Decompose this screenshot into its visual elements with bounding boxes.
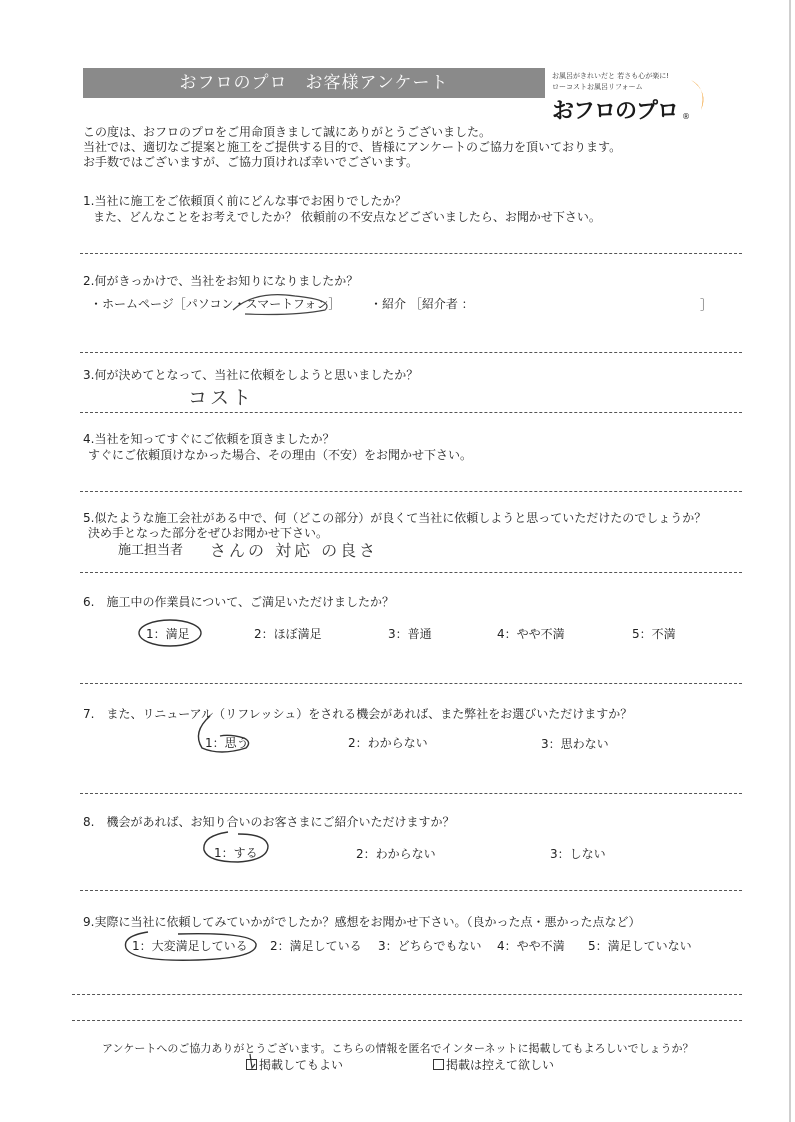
publish-ng-checkbox[interactable] <box>433 1059 444 1070</box>
q9-question: 9.実際に当社に依頼してみていかがでしたか？感想をお聞かせ下さい。（良かった点・悪かった点など） <box>83 915 641 929</box>
q6-option-5[interactable]: 5：不満 <box>632 627 676 641</box>
q3-answer-line <box>80 412 742 413</box>
q9-answer-line-1 <box>72 994 742 995</box>
q9-option-4[interactable]: 4：やや不満 <box>497 939 565 953</box>
q1-line-1: 1.当社に施工をご依頼頂く前にどんな事でお困りでしたか？ <box>83 194 407 208</box>
survey-title: おフロのプロ お客様アンケート <box>83 68 545 98</box>
q5-answer-prefix: 施工担当者 <box>118 543 184 558</box>
publish-ng-label: 掲載は控えて欲しい <box>446 1058 555 1072</box>
q1-answer-line <box>80 253 742 254</box>
q4-answer-line <box>80 491 742 492</box>
q7-option-3[interactable]: 3：思わない <box>541 737 609 751</box>
q2-bracket-close: ］ <box>700 298 713 312</box>
q8-option-1[interactable]: 1：する <box>214 846 258 860</box>
q9-selection-circle-mark <box>118 926 268 966</box>
q2-smartphone-circle-mark <box>225 288 335 318</box>
footer-option-publish-ng[interactable] <box>433 1057 554 1073</box>
q2-question: 2.何がきっかけで、当社をお知りになりましたか？ <box>83 274 359 288</box>
logo-tagline-1: お風呂がきれいだと 若さも心が楽に! <box>552 72 670 80</box>
q2-option-introduction: ・紹介 ［紹介者 ： <box>370 297 474 311</box>
q8-divider-line <box>80 890 742 891</box>
intro-line-2: 当社では、適切なご提案と施工をご提供する目的で、皆様にアンケートのご協力を頂いております。 <box>83 140 622 154</box>
q6-option-2[interactable]: 2：ほぼ満足 <box>254 627 322 641</box>
q9-answer-line-2 <box>72 1020 742 1021</box>
q9-option-5[interactable]: 5：満足していない <box>588 939 692 953</box>
company-logo <box>552 70 712 130</box>
q3-question: 3.何が決めてとなって、当社に依頼をしようと思いましたか？ <box>83 368 419 382</box>
q5-handwritten-answer: さんの 対応 の良さ <box>210 541 379 560</box>
q3-handwritten-answer: コスト <box>188 387 255 409</box>
q7-option-2[interactable]: 2：わからない <box>348 736 428 750</box>
q5-answer-line <box>80 572 742 573</box>
q7-selection-circle-mark <box>190 712 260 757</box>
intro-line-3: お手数ではございますが、ご協力頂ければ幸いでございます。 <box>83 155 419 169</box>
footer-question: アンケートへのご協力ありがとうございます。こちらの情報を匿名でインターネットに掲載してもよろしいでしょうか？ <box>102 1042 694 1055</box>
logo-accent-icon <box>689 78 709 112</box>
publish-ok-check-mark <box>246 1052 260 1072</box>
q7-option-1[interactable]: 1：思う <box>205 736 249 750</box>
intro-line-1: この度は、おフロのプロをご用命頂きまして誠にありがとうございました。 <box>83 125 492 139</box>
q6-divider-line <box>80 683 742 684</box>
logo-name: おフロのプロ <box>552 99 679 124</box>
publish-ok-label: 掲載してもよい <box>259 1058 344 1072</box>
page-edge <box>789 0 791 1122</box>
q1-line-2: また、どんなことをお考えでしたか？ 依頼前の不安点などございましたら、お聞かせ下さい。 <box>93 210 601 224</box>
q7-question: 7. また、リニューアル（リフレッシュ）をされる機会があれば、また弊社をお選びいただけますか？ <box>83 707 633 721</box>
q6-option-4[interactable]: 4：やや不満 <box>497 627 565 641</box>
q5-line-2: 決め手となった部分をぜひお聞かせ下さい。 <box>88 526 329 540</box>
q4-line-1: 4.当社を知ってすぐにご依頼を頂きましたか？ <box>83 432 335 446</box>
q5-line-1: 5.似たような施工会社がある中で、何（どこの部分）が良くて当社に依頼しようと思っていただけたのでしょうか？ <box>83 511 707 525</box>
q6-option-1[interactable]: 1：満足 <box>146 627 190 641</box>
q9-option-2[interactable]: 2：満足している <box>270 939 362 953</box>
q2-answer-line <box>80 352 742 353</box>
q8-option-2[interactable]: 2：わからない <box>356 847 436 861</box>
q8-question: 8. 機会があれば、お知り合いのお客さまにご紹介いただけますか？ <box>83 815 455 829</box>
logo-registered-mark: ® <box>682 112 690 121</box>
q7-divider-line <box>80 793 742 794</box>
footer-option-publish-ok[interactable] <box>246 1057 343 1073</box>
q9-option-1[interactable]: 1：大変満足している <box>132 939 248 953</box>
q2-option-homepage: ・ホームページ［パソコン・スマートフォン］ <box>90 297 341 311</box>
q6-question: 6. 施工中の作業員について、ご満足いただけましたか？ <box>83 595 394 609</box>
q6-selection-circle-mark <box>136 617 206 649</box>
q8-selection-circle-mark <box>198 828 278 866</box>
q8-option-3[interactable]: 3：しない <box>550 847 606 861</box>
q4-line-2: すぐにご依頼頂けなかった場合、その理由（不安）をお聞かせ下さい。 <box>88 448 473 462</box>
q9-option-3[interactable]: 3：どちらでもない <box>378 939 482 953</box>
logo-tagline-2: ローコストお風呂リフォーム <box>552 83 643 91</box>
q6-option-3[interactable]: 3：普通 <box>388 627 432 641</box>
